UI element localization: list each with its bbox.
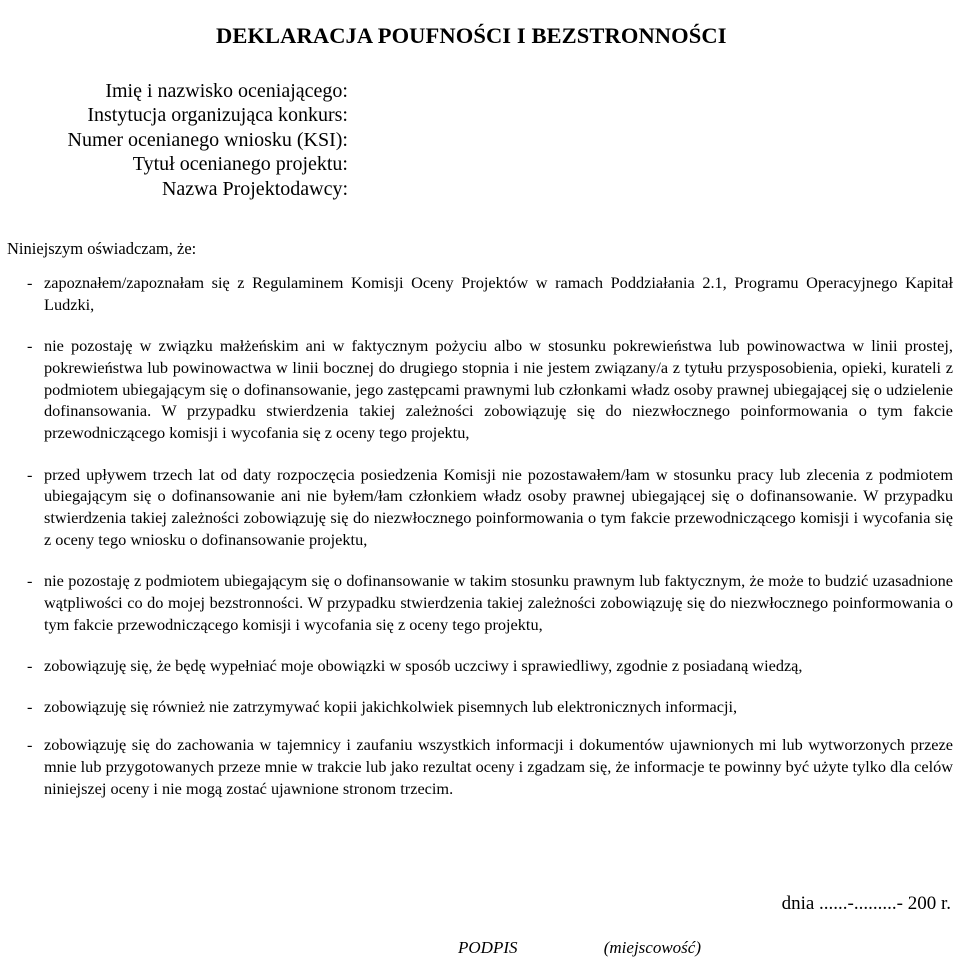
statement-text: nie pozostaję w związku małżeńskim ani w faktycznym pożyciu albo w stosunku pokrewieństwa lub powinowactwa w linii prostej, pokrewieństwa lub powinowactwa w linii bocznej do drugiego stopnia i nie jestem związany/a z tytułu przysposobienia, opieki, kurateli z podmiotem ubiegającym się o dofinansowanie, jego zastępcami prawnymi lub członkami władz osoby prawnej ubiegającej się o udzielenie dofinansowania. W przypadku stwierdzenia takiej zależności zobowiązuję się do niezwłocznego poinformowania o tym fakcie przewodniczącego komisji i wycofania się z oceny tego projektu, — [44, 336, 953, 443]
bullet-dash: - — [27, 697, 33, 717]
statement-list — [7, 272, 953, 819]
document-title: DEKLARACJA POUFNOŚCI I BEZSTRONNOŚCI — [216, 23, 727, 48]
statement-text: nie pozostaję z podmiotem ubiegającym się o dofinansowanie w takim stosunku prawnym lub faktycznym, że może to budzić uzasadnione wątpliwości co do mojej bezstronności. W przypadku stwierdzenia takiej zależności zobowiązuję się do niezwłocznego poinformowania o tym fakcie przewodniczącego komisji i wycofania się z oceny tego projektu, — [44, 571, 953, 634]
statement-text: zapoznałem/zapoznałam się z Regulaminem Komisji Oceny Projektów w ramach Poddziałania 2.1, Programu Operacyjnego Kapitał Ludzki, — [44, 273, 953, 314]
statement-text: zobowiązuję się również nie zatrzymywać kopii jakichkolwiek pisemnych lub elektronicznych informacji, — [44, 697, 738, 717]
field-project-title: Tytuł ocenianego projektu: — [132, 153, 348, 176]
statement-text: przed upływem trzech lat od daty rozpoczęcia posiedzenia Komisji nie pozostawałem/łam w stosunku pracy lub zlecenia z podmiotem ubiegającym się o dofinansowanie ani nie byłem/łam członkiem władz osoby prawnej ubiegającej się o dofinansowanie. W przypadku stwierdzenia takiej zależności zobowiązuję się do niezwłocznego poinformowania o tym fakcie przewodniczącego komisji i wycofania się z oceny tego wniosku o dofinansowanie projektu, — [44, 464, 953, 549]
list-item — [7, 272, 953, 316]
list-item — [7, 570, 953, 635]
statement-text: zobowiązuję się do zachowania w tajemnicy i zaufaniu wszystkich informacji i dokumentów ujawnionych mi lub wytworzonych przeze mnie lub przygotowanych przeze mnie w trakcie lub jako rezultat oceny i zgadzam się, że informacje te powinny być użyte tylko dla celów niniejszej oceny i nie mogą zostać ujawnione stronom trzecim. — [44, 735, 953, 798]
bullet-dash: - — [27, 336, 33, 356]
bullet-dash: - — [27, 464, 33, 484]
list-item — [7, 464, 953, 551]
bullet-dash: - — [27, 656, 33, 676]
bullet-dash: - — [27, 735, 33, 755]
signature-label: PODPIS — [458, 938, 518, 957]
list-item — [7, 696, 953, 718]
list-item — [7, 335, 953, 444]
date-line: dnia ......-.........- 200 r. — [781, 893, 951, 914]
list-item — [7, 655, 953, 677]
intro-statement: Niniejszym oświadczam, że: — [7, 239, 197, 258]
place-label: (miejscowość) — [603, 938, 701, 957]
statement-text: zobowiązuję się, że będę wypełniać moje obowiązki w sposób uczciwy i sprawiedliwy, zgodnie z posiadaną wiedzą, — [44, 656, 803, 676]
bullet-dash: - — [27, 571, 33, 591]
signature-line — [458, 938, 701, 958]
bullet-dash: - — [27, 273, 33, 292]
field-application-number: Numer ocenianego wniosku (KSI): — [67, 128, 348, 151]
field-evaluator-name: Imię i nazwisko oceniającego: — [105, 80, 348, 102]
field-organizing-institution: Instytucja organizująca konkurs: — [87, 104, 348, 127]
list-item — [7, 734, 953, 799]
header-fields — [68, 79, 349, 201]
field-applicant-name: Nazwa Projektodawcy: — [161, 177, 348, 200]
